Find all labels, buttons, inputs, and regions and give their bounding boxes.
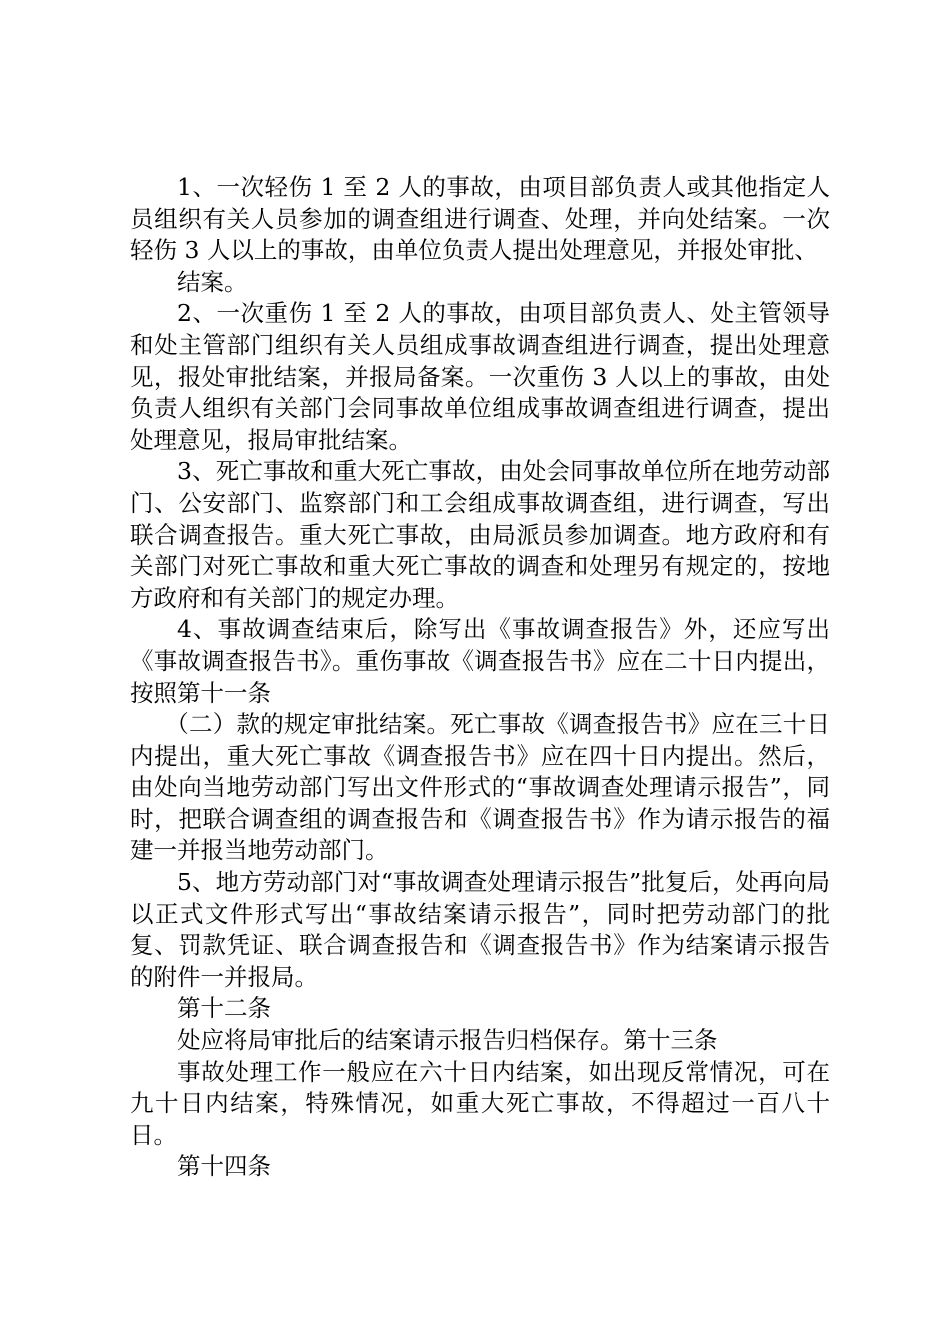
paragraph-minor-injury: 1、一次轻伤 1 至 2 人的事故，由项目部负责人或其他指定人员组织有关人员参加的调查组进行调查、处理，并向处结案。一次轻伤 3 人以上的事故，由单位负责人提出处理意见，并报处审批、 <box>130 173 830 265</box>
paragraph-fatal-accident: 3、死亡事故和重大死亡事故，由处会同事故单位所在地劳动部门、公安部门、监察部门和工会组成事故调查组，进行调查，写出联合调查报告。重大死亡事故，由局派员参加调查。地方政府和有关部门对死亡事故和重大死亡事故的调查和处理另有规定的，按地方政府和有关部门的规定办理。 <box>130 457 830 612</box>
paragraph-closure-request: 5、地方劳动部门对“事故调查处理请示报告”批复后，处再向局以正式文件形式写出“事故结案请示报告”，同时把劳动部门的批复、罚款凭证、联合调查报告和《调查报告书》作为结案请示报告的附件一并报局。 <box>130 868 830 991</box>
paragraph-archive: 处应将局审批后的结案请示报告归档保存。第十三条 <box>177 1026 718 1055</box>
paragraph-serious-injury: 2、一次重伤 1 至 2 人的事故，由项目部负责人、处主管领导和处主管部门组织有关人员组成事故调查组进行调查，提出处理意见，报处审批结案，并报局备案。一次重伤 3 人以上的事故，由处负责人组织有关部门会同事故单位组成事故调查组进行调查，提出处理意见，报局审批结案。 <box>130 299 830 454</box>
article-14-heading: 第十四条 <box>177 1152 271 1181</box>
document-body <box>130 172 830 1183</box>
paragraph-investigation-report: 4、事故调查结束后，除写出《事故调查报告》外，还应写出《事故调查报告书》。重伤事故《调查报告书》应在二十日内提出，按照第十一条 <box>130 615 830 707</box>
paragraph-time-limit: 事故处理工作一般应在六十日内结案，如出现反常情况，可在九十日内结案，特殊情况，如重大死亡事故，不得超过一百八十日。 <box>130 1057 830 1149</box>
paragraph-closure: 结案。 <box>177 267 248 296</box>
article-12-heading: 第十二条 <box>177 994 271 1023</box>
paragraph-approval-deadlines: （二）款的规定审批结案。死亡事故《调查报告书》应在三十日内提出，重大死亡事故《调查报告书》应在四十日内提出。然后，由处向当地劳动部门写出文件形式的“事故调查处理请示报告”，同时，把联合调查组的调查报告和《调查报告书》作为请示报告的福建一并报当地劳动部门。 <box>130 710 830 865</box>
